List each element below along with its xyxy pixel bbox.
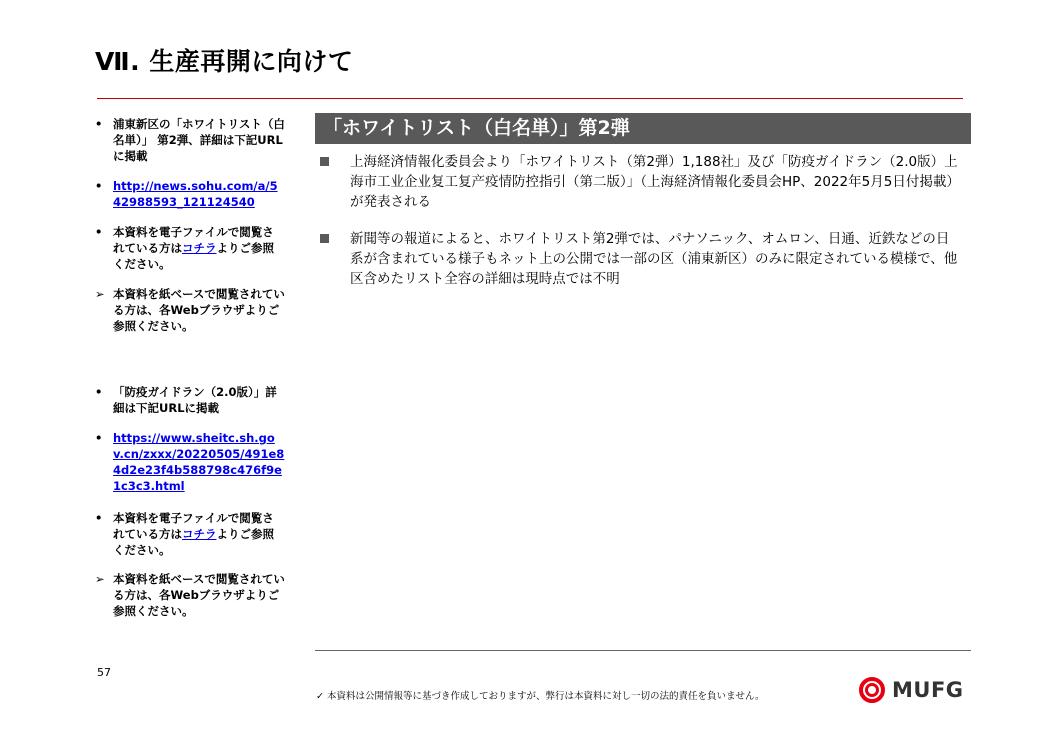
sidebar-note-text: 本資料を電子ファイルで閲覧されている方は [113, 511, 274, 541]
logo-text: MUFG [892, 678, 964, 702]
bullet-dot-icon: • [95, 511, 103, 525]
sidebar-note-text: 本資料を電子ファイルで閲覧されている方は [113, 225, 274, 255]
sidebar-note-text: 本資料を紙ベースで閲覧されている方は、各Webブラウザよりご参照ください。 [113, 287, 285, 333]
bullet-dot-icon: • [95, 117, 103, 131]
sheitc-url-link[interactable]: https://www.sheitc.sh.gov.cn/zxxx/20220505/491e84d2e23f4b588798c476f9e1c3c3.html [113, 431, 285, 493]
bullet-dot-icon: • [95, 179, 103, 193]
footer-divider [315, 650, 971, 651]
page-number: 57 [97, 666, 111, 679]
arrow-bullet-icon: ➢ [95, 287, 105, 301]
sidebar-note-text: よりご参照ください。 [113, 241, 274, 271]
sidebar-note-text: 「防疫ガイドラン（2.0版）」詳細は下記URLに掲載 [113, 385, 277, 415]
sohu-url-link[interactable]: http://news.sohu.com/a/542988593_121124540 [113, 179, 278, 209]
square-bullet-icon [320, 234, 329, 243]
sidebar-note-text: 浦東新区の「ホワイトリスト（白名単）」 第2弾、詳細は下記URLに掲載 [113, 117, 285, 163]
arrow-bullet-icon: ➢ [95, 572, 105, 586]
disclaimer-text: ✓ 本資料は公開情報等に基づき作成しておりますが、弊行は本資料に対し一切の法的責任を負いません。 [316, 691, 765, 702]
bullet-dot-icon: • [95, 225, 103, 239]
mufg-logo [859, 677, 969, 703]
bullet-dot-icon: • [95, 385, 103, 399]
kochira-link[interactable]: コチラ [182, 241, 217, 255]
sidebar-url-item [95, 178, 285, 210]
bullet-dot-icon: • [95, 431, 103, 445]
main-bullet-text: 新聞等の報道によると、ホワイトリスト第2弾では、パナソニック、オムロン、日通、近鉄などの日系が含まれている様子もネット上の公開では一部の区（浦東新区）のみに限定されている模様で、他区含めたリスト全容の詳細は現時点では不明 [350, 231, 958, 287]
kochira-link[interactable]: コチラ [182, 527, 217, 541]
sidebar-note-text: 本資料を紙ベースで閲覧されている方は、各Webブラウザよりご参照ください。 [113, 572, 285, 618]
sidebar-note [95, 116, 285, 164]
square-bullet-icon [320, 157, 329, 166]
main-bullet-text: 上海経済情報化委員会より「ホワイトリスト（第2弾）1,188社」及び「防疫ガイドラン（2.0版）上海市工业企业复工复产疫情防控指引（第二版）」（上海経済情報化委員会HP、2022年5月5日付掲載）が発表される [350, 154, 960, 210]
section-heading: 「ホワイトリスト（白名単）」第2弾 [315, 113, 971, 144]
title-divider [97, 98, 963, 99]
main-bullet [320, 229, 960, 289]
sidebar-note [95, 510, 285, 558]
main-bullet [320, 152, 960, 212]
sidebar-note [95, 571, 285, 619]
page-title: Ⅶ. 生産再開に向けて [95, 47, 354, 76]
sidebar-note-text: よりご参照ください。 [113, 527, 274, 557]
sidebar-note [95, 286, 285, 334]
sidebar-note [95, 384, 285, 416]
sidebar-note [95, 224, 285, 272]
mufg-logo-icon [859, 677, 887, 703]
sidebar-url-item [95, 430, 285, 494]
